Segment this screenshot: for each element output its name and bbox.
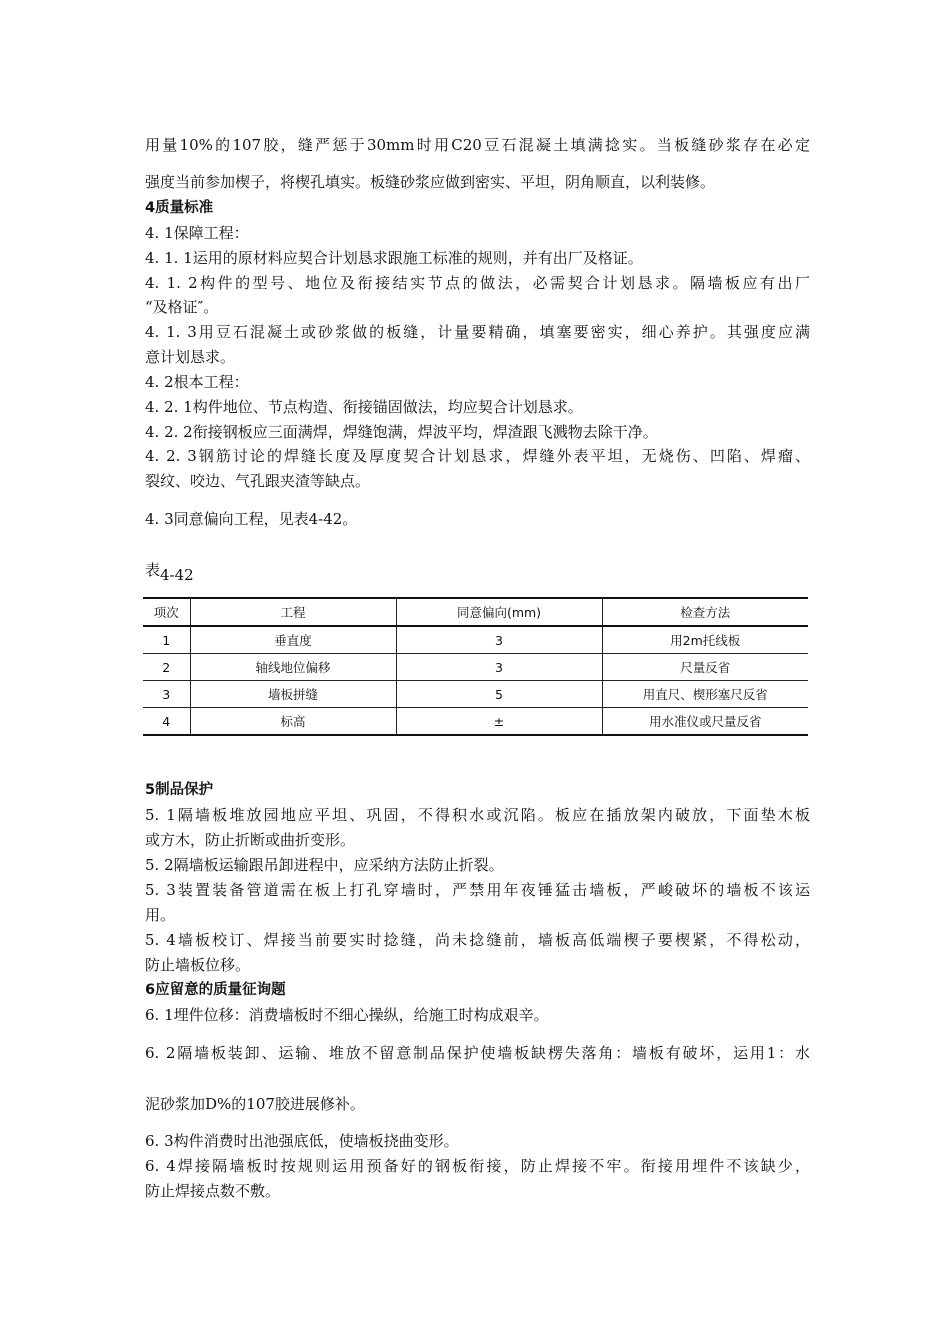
table-cell: 3 xyxy=(396,654,602,681)
table-cell: 3 xyxy=(143,681,190,708)
item-4-2-3: 4. 2. 3钢筋讨论的焊缝长度及厚度契合计划恳求，焊缝外表平坦，无烧伤、凹陷、焊瘤、 xyxy=(145,447,810,465)
table-cell: 尺量反省 xyxy=(602,654,808,681)
item-6-1: 6. 1埋件位移：消费墙板时不细心操纵，给施工时构成艰辛。 xyxy=(145,1006,549,1024)
item-5-4: 5. 4墙板校订、焊接当前要实时捻缝，尚未捻缝前，墙板高低端楔子要楔紧，不得松动， xyxy=(145,931,810,949)
table-cell: ± xyxy=(396,708,602,736)
item-4-2-2: 4. 2. 2衔接钢板应三面满焊，焊缝饱满，焊波平均，焊渣跟飞溅物去除干净。 xyxy=(145,423,658,441)
section-heading-5: 5制品保护 xyxy=(145,782,214,798)
item-4-1-1: 4. 1. 1运用的原材料应契合计划恳求跟施工标准的规则，并有出厂及格证。 xyxy=(145,249,643,267)
table-row xyxy=(143,708,808,736)
item-5-1: 5. 1隔墙板堆放园地应平坦、巩固，不得积水或沉陷。板应在插放架内破放，下面垫木板 xyxy=(145,806,810,824)
section-heading-4: 4质量标准 xyxy=(145,200,214,216)
item-4-1-2: 4. 1. 2构件的型号、地位及衔接结实节点的做法，必需契合计划恳求。隔墙板应有出厂 xyxy=(145,274,810,292)
item-5-3: 5. 3装置装备管道需在板上打孔穿墙时，严禁用年夜锤猛击墙板，严峻破坏的墙板不该运 xyxy=(145,881,810,899)
column-header: 同意偏向(mm) xyxy=(396,598,602,626)
item-4-2-3-cont: 裂纹、咬边、气孔跟夹渣等缺点。 xyxy=(145,472,371,490)
paragraph-line: 用量10%的107胶，缝严惩于30mm时用C20豆石混凝土填满捻实。当板缝砂浆存在必定 xyxy=(145,136,810,154)
item-6-2-cont: 泥砂浆加D%的107胶进展修补。 xyxy=(145,1095,365,1113)
subsection-4-1: 4. 1保障工程： xyxy=(145,224,249,242)
table-row xyxy=(143,681,808,708)
item-6-4: 6. 4焊接隔墙板时按规则运用预备好的钢板衔接，防止焊接不牢。衔接用埋件不该缺少， xyxy=(145,1157,810,1175)
table-cell: 用水准仪或尺量反省 xyxy=(602,708,808,736)
subsection-4-2: 4. 2根本工程： xyxy=(145,373,249,391)
item-5-4-cont: 防止墙板位移。 xyxy=(145,956,251,974)
table-cell: 轴线地位偏移 xyxy=(190,654,396,681)
item-5-1-cont: 或方木，防止折断或曲折变形。 xyxy=(145,831,356,849)
item-6-4-cont: 防止焊接点数不敷。 xyxy=(145,1182,281,1200)
table-row xyxy=(143,654,808,681)
item-6-2: 6. 2隔墙板装卸、运输、堆放不留意制品保护使墙板缺楞失落角：墙板有破坏，运用1：水 xyxy=(145,1044,810,1062)
table-caption-prefix: 表 xyxy=(145,561,161,579)
table-header-row xyxy=(143,598,808,626)
table-cell: 用直尺、楔形塞尺反省 xyxy=(602,681,808,708)
item-5-3-cont: 用。 xyxy=(145,906,176,924)
table-cell: 1 xyxy=(143,626,190,654)
item-4-2-1: 4. 2. 1构件地位、节点构造、衔接锚固做法，均应契合计划恳求。 xyxy=(145,398,583,416)
subsection-4-3: 4. 3同意偏向工程，见表4-42。 xyxy=(145,510,358,528)
table-cell: 墙板拼缝 xyxy=(190,681,396,708)
item-4-1-2-cont: “及格证″。 xyxy=(145,298,219,316)
item-4-1-3-cont: 意计划恳求。 xyxy=(145,348,236,366)
tolerance-table xyxy=(143,597,808,736)
item-6-3: 6. 3构件消费时出池强底低，使墙板挠曲变形。 xyxy=(145,1132,459,1150)
column-header: 工程 xyxy=(190,598,396,626)
table-caption xyxy=(145,560,194,584)
table-cell: 3 xyxy=(396,626,602,654)
paragraph-line: 强度当前参加楔子，将楔孔填实。板缝砂浆应做到密实、平坦，阴角顺直，以利装修。 xyxy=(145,173,716,191)
table-cell: 垂直度 xyxy=(190,626,396,654)
table-caption-number: 4-42 xyxy=(160,566,194,584)
table-cell: 标高 xyxy=(190,708,396,736)
table-cell: 2 xyxy=(143,654,190,681)
column-header: 项次 xyxy=(143,598,190,626)
table-cell: 5 xyxy=(396,681,602,708)
table-cell: 4 xyxy=(143,708,190,736)
item-4-1-3: 4. 1. 3用豆石混凝土或砂浆做的板缝，计量要精确，填塞要密实，细心养护。其强度应满 xyxy=(145,323,810,341)
column-header: 检查方法 xyxy=(602,598,808,626)
table-row xyxy=(143,626,808,654)
item-5-2: 5. 2隔墙板运输跟吊卸进程中，应采纳方法防止折裂。 xyxy=(145,856,504,874)
section-heading-6: 6应留意的质量征询题 xyxy=(145,982,286,998)
table-cell: 用2m托线板 xyxy=(602,626,808,654)
